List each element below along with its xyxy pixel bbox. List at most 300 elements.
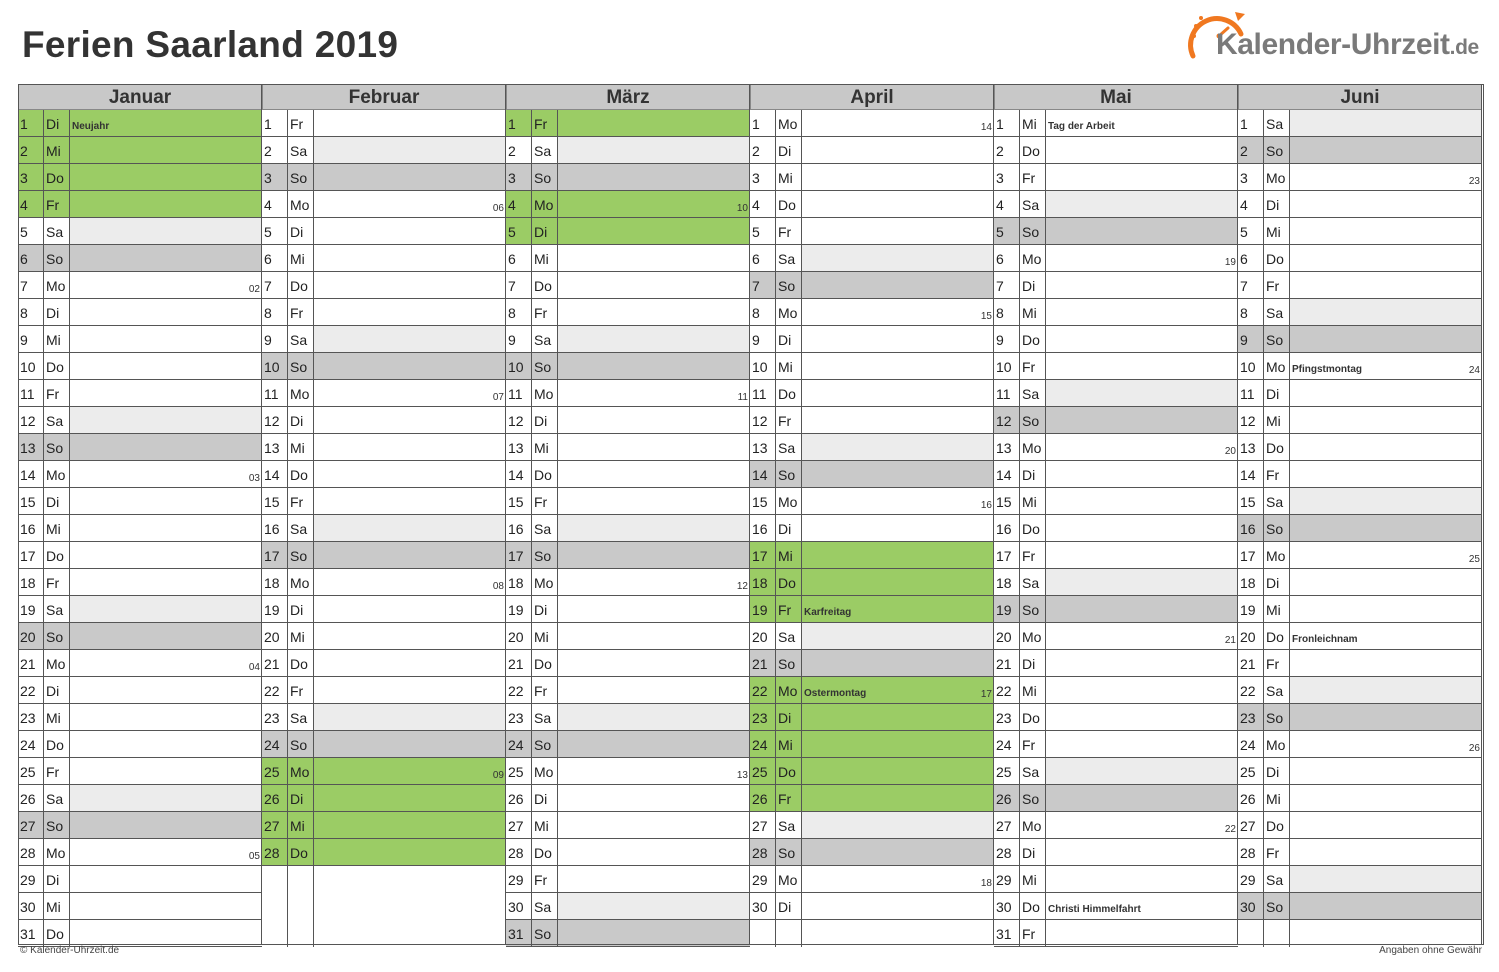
day-row xyxy=(1238,569,1482,596)
day-entry-cell xyxy=(1046,650,1238,676)
day-row xyxy=(750,353,994,380)
day-entry-cell xyxy=(70,866,262,892)
day-number: 31 xyxy=(18,920,44,946)
day-row xyxy=(1238,893,1482,920)
day-row xyxy=(750,164,994,191)
day-number: 15 xyxy=(994,488,1020,514)
day-number: 30 xyxy=(994,893,1020,919)
day-row xyxy=(1238,164,1482,191)
day-row xyxy=(262,677,506,704)
day-number: 30 xyxy=(750,893,776,919)
day-row xyxy=(994,596,1238,623)
weekday-label: Sa xyxy=(1264,677,1290,703)
day-number: 9 xyxy=(1238,326,1264,352)
day-entry-cell xyxy=(558,596,750,622)
weekday-label: Mi xyxy=(532,623,558,649)
week-number: 07 xyxy=(492,392,504,403)
weekday-label: Mi xyxy=(44,326,70,352)
day-row xyxy=(994,785,1238,812)
day-entry-cell xyxy=(1290,272,1482,298)
weekday-label: Di xyxy=(1020,272,1046,298)
day-number: 10 xyxy=(262,353,288,379)
week-number: 08 xyxy=(492,581,504,592)
day-row xyxy=(506,515,750,542)
week-number: 22 xyxy=(1224,824,1236,835)
day-row xyxy=(750,731,994,758)
day-entry-cell xyxy=(1046,596,1238,622)
day-entry-cell xyxy=(1290,380,1482,406)
weekday-label: Mi xyxy=(1020,677,1046,703)
weekday-label: Do xyxy=(532,650,558,676)
day-number: 29 xyxy=(18,866,44,892)
day-row xyxy=(750,839,994,866)
day-row xyxy=(506,110,750,137)
day-number: 1 xyxy=(994,110,1020,136)
weekday-label: Di xyxy=(44,866,70,892)
day-entry-cell xyxy=(70,110,262,136)
day-entry-cell xyxy=(802,677,994,703)
weekday-label: So xyxy=(44,812,70,838)
day-row xyxy=(750,245,994,272)
logo-tld-text: .de xyxy=(1449,36,1479,59)
day-entry-cell xyxy=(802,272,994,298)
day-number: 23 xyxy=(994,704,1020,730)
day-entry-cell xyxy=(70,731,262,757)
day-entry-cell xyxy=(70,326,262,352)
day-row xyxy=(750,893,994,920)
day-number: 29 xyxy=(1238,866,1264,892)
day-number: 14 xyxy=(18,461,44,487)
day-row xyxy=(18,839,262,866)
weekday-label: Di xyxy=(776,326,802,352)
day-number: 13 xyxy=(1238,434,1264,460)
day-entry-cell xyxy=(70,245,262,271)
day-number: 11 xyxy=(262,380,288,406)
month-header: April xyxy=(750,84,994,110)
weekday-label: Do xyxy=(1264,434,1290,460)
weekday-label: Fr xyxy=(532,110,558,136)
day-number: 16 xyxy=(506,515,532,541)
day-row xyxy=(506,353,750,380)
weekday-label: Sa xyxy=(1020,569,1046,595)
brand-logo xyxy=(1183,4,1488,70)
day-row xyxy=(1238,623,1482,650)
weekday-label: Sa xyxy=(532,137,558,163)
day-entry-cell xyxy=(1290,164,1482,190)
day-row xyxy=(994,515,1238,542)
day-row xyxy=(1238,245,1482,272)
day-row xyxy=(750,407,994,434)
day-number: 26 xyxy=(262,785,288,811)
weekday-label: Fr xyxy=(1264,839,1290,865)
disclaimer-footer: Angaben ohne Gewähr xyxy=(1379,945,1482,956)
day-number: 19 xyxy=(1238,596,1264,622)
day-entry-cell xyxy=(70,380,262,406)
weekday-label: Sa xyxy=(1020,191,1046,217)
day-number: 21 xyxy=(1238,650,1264,676)
day-row xyxy=(994,191,1238,218)
weekday-label: Fr xyxy=(288,488,314,514)
weekday-label: Mo xyxy=(532,380,558,406)
week-number: 26 xyxy=(1468,743,1480,754)
day-entry-cell xyxy=(558,731,750,757)
weekday-label: Fr xyxy=(776,785,802,811)
day-entry-cell xyxy=(558,245,750,271)
day-entry-cell xyxy=(1290,758,1482,784)
day-number: 21 xyxy=(18,650,44,676)
weekday-label: So xyxy=(44,434,70,460)
day-row xyxy=(750,137,994,164)
day-row xyxy=(262,272,506,299)
day-entry-cell xyxy=(70,920,262,946)
day-entry-cell xyxy=(314,380,506,406)
day-entry-cell xyxy=(1046,542,1238,568)
day-row xyxy=(18,407,262,434)
day-entry-cell xyxy=(314,164,506,190)
day-entry-cell xyxy=(1046,272,1238,298)
day-row xyxy=(262,650,506,677)
day-entry-cell xyxy=(558,461,750,487)
day-number: 20 xyxy=(994,623,1020,649)
day-row xyxy=(1238,542,1482,569)
day-entry-cell xyxy=(1046,245,1238,271)
month-column xyxy=(750,84,994,945)
day-row xyxy=(750,812,994,839)
weekday-label: Di xyxy=(776,893,802,919)
day-number: 29 xyxy=(506,866,532,892)
day-number: 6 xyxy=(1238,245,1264,271)
weekday-label: Fr xyxy=(288,110,314,136)
weekday-label: Mo xyxy=(776,110,802,136)
weekday-label: Sa xyxy=(44,218,70,244)
day-number: 11 xyxy=(18,380,44,406)
day-number: 18 xyxy=(750,569,776,595)
weekday-label: Do xyxy=(44,731,70,757)
day-row xyxy=(262,353,506,380)
day-number: 21 xyxy=(994,650,1020,676)
day-number: 19 xyxy=(18,596,44,622)
day-number: 17 xyxy=(18,542,44,568)
day-entry-cell xyxy=(1046,191,1238,217)
week-number: 21 xyxy=(1224,635,1236,646)
day-row xyxy=(1238,596,1482,623)
day-row xyxy=(1238,110,1482,137)
day-entry-cell xyxy=(70,191,262,217)
day-entry-cell xyxy=(314,569,506,595)
day-entry-cell xyxy=(1046,812,1238,838)
day-number: 15 xyxy=(18,488,44,514)
day-row xyxy=(1238,353,1482,380)
day-row xyxy=(750,326,994,353)
weekday-label: Fr xyxy=(44,569,70,595)
day-number: 26 xyxy=(18,785,44,811)
day-entry-cell xyxy=(558,407,750,433)
week-number: 14 xyxy=(980,122,992,133)
day-entry-cell xyxy=(1046,893,1238,919)
day-row xyxy=(750,218,994,245)
weekday-label: Fr xyxy=(1020,353,1046,379)
day-entry-cell xyxy=(802,596,994,622)
weekday-label: Do xyxy=(532,272,558,298)
day-row xyxy=(994,542,1238,569)
day-row xyxy=(750,110,994,137)
day-entry-cell xyxy=(314,596,506,622)
weekday-label: So xyxy=(288,353,314,379)
day-number: 16 xyxy=(18,515,44,541)
day-number: 12 xyxy=(262,407,288,433)
day-entry-cell xyxy=(70,461,262,487)
weekday-label: Di xyxy=(1020,650,1046,676)
day-row xyxy=(262,299,506,326)
weekday-label: Sa xyxy=(288,704,314,730)
day-number: 1 xyxy=(1238,110,1264,136)
weekday-label: Mo xyxy=(288,758,314,784)
day-entry-cell xyxy=(802,488,994,514)
weekday-label: So xyxy=(1020,407,1046,433)
day-number: 6 xyxy=(506,245,532,271)
day-row xyxy=(506,731,750,758)
day-row xyxy=(506,272,750,299)
weekday-label: Do xyxy=(776,191,802,217)
day-row xyxy=(506,596,750,623)
day-row xyxy=(506,542,750,569)
day-row xyxy=(18,893,262,920)
week-number: 05 xyxy=(248,851,260,862)
weekday-label: Fr xyxy=(44,380,70,406)
weekday-label: Do xyxy=(44,542,70,568)
day-entry-cell xyxy=(802,137,994,163)
week-number: 13 xyxy=(736,770,748,781)
weekday-label: So xyxy=(1264,515,1290,541)
weekday-label: Di xyxy=(1264,191,1290,217)
day-entry-cell xyxy=(1046,731,1238,757)
day-row xyxy=(994,110,1238,137)
weekday-label: Mi xyxy=(532,245,558,271)
day-row xyxy=(994,407,1238,434)
day-row xyxy=(506,623,750,650)
day-number: 24 xyxy=(750,731,776,757)
weekday-label: Do xyxy=(44,164,70,190)
day-number: 20 xyxy=(506,623,532,649)
day-entry-cell xyxy=(70,839,262,865)
day-entry-cell xyxy=(70,623,262,649)
day-row xyxy=(1238,434,1482,461)
day-entry-cell xyxy=(70,488,262,514)
week-number: 03 xyxy=(248,473,260,484)
day-row xyxy=(506,893,750,920)
day-row xyxy=(18,380,262,407)
weekday-label: Sa xyxy=(44,785,70,811)
weekday-label: Sa xyxy=(1264,299,1290,325)
day-entry-cell xyxy=(1046,434,1238,460)
day-row xyxy=(750,677,994,704)
day-row xyxy=(262,569,506,596)
weekday-label: So xyxy=(1264,704,1290,730)
weekday-label: Mi xyxy=(44,704,70,730)
day-number: 5 xyxy=(1238,218,1264,244)
day-number: 25 xyxy=(506,758,532,784)
page-title: Ferien Saarland 2019 xyxy=(22,24,399,65)
day-row xyxy=(506,677,750,704)
day-row xyxy=(1238,218,1482,245)
day-row xyxy=(18,677,262,704)
day-row xyxy=(994,650,1238,677)
holiday-note: Fronleichnam xyxy=(1292,634,1358,645)
day-entry-cell xyxy=(1046,488,1238,514)
day-number: 28 xyxy=(994,839,1020,865)
day-row xyxy=(506,488,750,515)
day-number: 19 xyxy=(262,596,288,622)
day-number: 12 xyxy=(18,407,44,433)
day-row xyxy=(994,569,1238,596)
holiday-note: Tag der Arbeit xyxy=(1048,121,1115,132)
day-row xyxy=(262,731,506,758)
day-entry-cell xyxy=(1290,839,1482,865)
day-row xyxy=(994,434,1238,461)
weekday-label: Di xyxy=(288,218,314,244)
day-row xyxy=(18,164,262,191)
day-number: 27 xyxy=(994,812,1020,838)
day-entry-cell xyxy=(1290,785,1482,811)
month-column xyxy=(994,84,1238,945)
day-number: 9 xyxy=(262,326,288,352)
day-number: 2 xyxy=(262,137,288,163)
weekday-label: Do xyxy=(1020,137,1046,163)
day-entry-cell xyxy=(1046,920,1238,946)
day-number: 23 xyxy=(506,704,532,730)
weekday-label: Mo xyxy=(288,569,314,595)
day-entry-cell xyxy=(70,650,262,676)
week-number: 12 xyxy=(736,581,748,592)
day-entry-cell xyxy=(1046,380,1238,406)
day-row xyxy=(506,434,750,461)
day-number: 29 xyxy=(994,866,1020,892)
day-number: 22 xyxy=(750,677,776,703)
day-row xyxy=(506,407,750,434)
weekday-label: Mi xyxy=(532,434,558,460)
day-entry-cell xyxy=(314,623,506,649)
weekday-label: Do xyxy=(776,758,802,784)
weekday-label: Mo xyxy=(1264,353,1290,379)
weekday-label: So xyxy=(1264,893,1290,919)
weekday-label: Mi xyxy=(776,731,802,757)
day-row xyxy=(750,785,994,812)
day-row xyxy=(750,569,994,596)
day-number: 27 xyxy=(262,812,288,838)
weekday-label: Do xyxy=(288,839,314,865)
day-row xyxy=(18,920,262,947)
day-number: 26 xyxy=(750,785,776,811)
day-row xyxy=(18,245,262,272)
day-entry-cell xyxy=(558,893,750,919)
weekday-label: Do xyxy=(1264,812,1290,838)
day-entry-cell xyxy=(558,515,750,541)
weekday-label: Mi xyxy=(1020,299,1046,325)
day-entry-cell xyxy=(314,515,506,541)
weekday-label: Mi xyxy=(288,245,314,271)
day-row xyxy=(750,191,994,218)
weekday-label: Do xyxy=(1264,623,1290,649)
day-number: 3 xyxy=(18,164,44,190)
weekday-label: Fr xyxy=(44,191,70,217)
day-entry-cell xyxy=(70,758,262,784)
day-row xyxy=(750,488,994,515)
day-number: 25 xyxy=(18,758,44,784)
day-entry-cell xyxy=(558,866,750,892)
weekday-label: Sa xyxy=(1264,488,1290,514)
weekday-label: Sa xyxy=(532,893,558,919)
weekday-label: Sa xyxy=(44,407,70,433)
day-number: 24 xyxy=(1238,731,1264,757)
day-row xyxy=(506,137,750,164)
day-row xyxy=(506,758,750,785)
day-number: 4 xyxy=(506,191,532,217)
day-number: 1 xyxy=(18,110,44,136)
weekday-label: Fr xyxy=(532,677,558,703)
day-entry-cell xyxy=(1046,461,1238,487)
logo-brand-text: Kalender-Uhrzeit xyxy=(1216,28,1450,61)
day-entry-cell xyxy=(314,731,506,757)
day-entry-cell xyxy=(802,218,994,244)
day-entry-cell xyxy=(1290,353,1482,379)
day-number: 8 xyxy=(18,299,44,325)
day-entry-cell xyxy=(1290,299,1482,325)
day-entry-cell xyxy=(558,353,750,379)
day-row xyxy=(506,785,750,812)
day-entry-cell xyxy=(558,110,750,136)
day-number: 11 xyxy=(1238,380,1264,406)
day-number: 25 xyxy=(262,758,288,784)
day-entry-cell xyxy=(802,623,994,649)
day-entry-cell xyxy=(802,650,994,676)
day-row xyxy=(506,839,750,866)
day-number: 24 xyxy=(506,731,532,757)
day-number: 22 xyxy=(506,677,532,703)
day-entry-cell xyxy=(1290,326,1482,352)
day-number: 25 xyxy=(1238,758,1264,784)
day-row xyxy=(18,731,262,758)
day-entry-cell xyxy=(1046,866,1238,892)
day-number: 5 xyxy=(750,218,776,244)
day-row xyxy=(18,542,262,569)
weekday-label: Di xyxy=(776,137,802,163)
week-number: 09 xyxy=(492,770,504,781)
weekday-label: Do xyxy=(776,380,802,406)
day-entry-cell xyxy=(558,785,750,811)
day-entry-cell xyxy=(558,137,750,163)
day-entry-cell xyxy=(314,137,506,163)
weekday-label: Mo xyxy=(532,191,558,217)
weekday-label: Mo xyxy=(288,191,314,217)
day-entry-cell xyxy=(1290,893,1482,919)
day-number: 7 xyxy=(994,272,1020,298)
day-number: 28 xyxy=(1238,839,1264,865)
day-entry-cell xyxy=(802,758,994,784)
weekday-label: Fr xyxy=(288,677,314,703)
weekday-label: Di xyxy=(1264,569,1290,595)
weekday-label: So xyxy=(44,245,70,271)
day-entry-cell xyxy=(802,812,994,838)
day-number: 10 xyxy=(994,353,1020,379)
month-column xyxy=(18,84,262,945)
day-entry-cell xyxy=(1290,866,1482,892)
day-row xyxy=(994,245,1238,272)
day-entry-cell xyxy=(1290,650,1482,676)
day-entry-cell xyxy=(314,245,506,271)
day-entry-cell xyxy=(314,812,506,838)
day-entry-cell xyxy=(1046,218,1238,244)
day-number: 17 xyxy=(994,542,1020,568)
